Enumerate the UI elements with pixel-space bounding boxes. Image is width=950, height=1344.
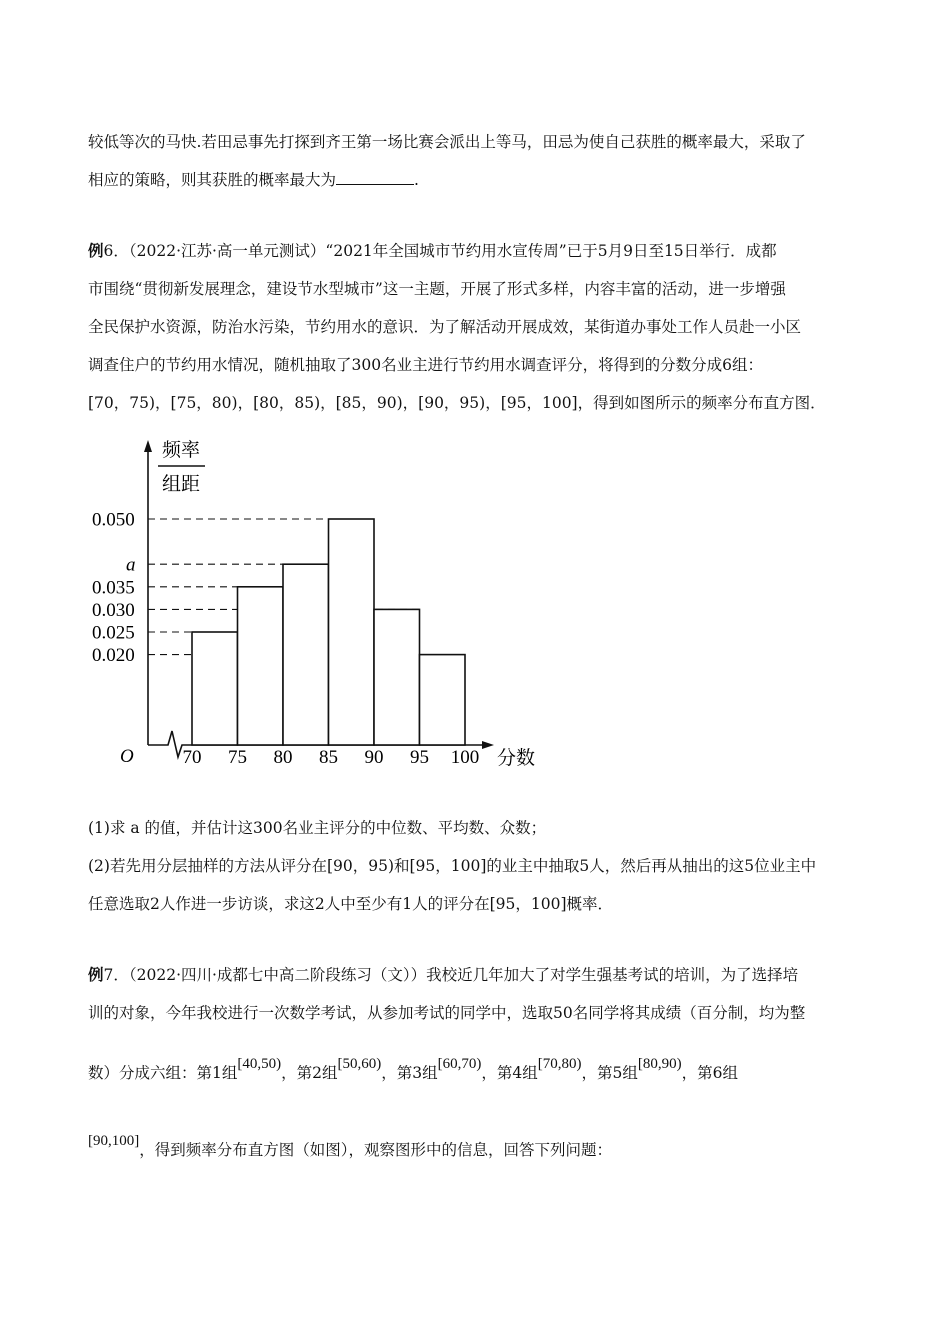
- sep-3: ，第3组: [381, 1064, 438, 1082]
- y-axis-arrow: [144, 440, 152, 452]
- example7-line-1: [88, 965, 798, 985]
- origin-label: O: [120, 746, 134, 767]
- example6-question-2a: (2)若先用分层抽样的方法从评分在[90，95)和[95，100]的业主中抽取5人，然后再从抽出的这5位业主中: [88, 857, 817, 875]
- histogram-marks: [92, 510, 479, 769]
- example6-question-1: (1)求 a 的值，并估计这300名业主评分的中位数、平均数、众数；: [88, 819, 547, 837]
- xlabel: 分数: [497, 747, 536, 769]
- example7-line-4-text: ，得到频率分布直方图（如图），观察图形中的信息，回答下列问题：: [139, 1141, 613, 1159]
- x-tick-label-70: 70: [182, 747, 202, 768]
- group-5-interval: [80,90): [637, 1056, 682, 1072]
- sep-4: ，第4组: [481, 1064, 538, 1082]
- y-tick-label-0.035: 0.035: [92, 577, 135, 599]
- group-3-interval: [60,70): [437, 1056, 482, 1072]
- example7-line-2: 训的对象，今年我校进行一次数学考试，从参加考试的同学中，选取50名同学将其成绩（百分制，均为整: [88, 1004, 806, 1022]
- x-tick-label-75: 75: [228, 747, 247, 768]
- histogram-bar-70-75: [192, 632, 238, 745]
- sep-5: ，第5组: [581, 1064, 638, 1082]
- ylabel-bottom: 组距: [162, 473, 201, 495]
- example7-line-3-start: 数）分成六组：第1组: [88, 1064, 238, 1082]
- example6-question-2b: 任意选取2人作进一步访谈，求这2人中至少有1人的评分在[95，100]概率．: [88, 895, 613, 913]
- example7-label: 例: [88, 965, 104, 984]
- example6-line-2: 市围绕“贯彻新发展理念，建设节水型城市”这一主题，开展了形式多样，内容丰富的活动，进一步增强: [88, 280, 786, 298]
- x-tick-label-100: 100: [450, 747, 480, 768]
- example6-line-5: [70，75)，[75，80)，[80，85)，[85，90)，[90，95)，[95，100]，得到如图所示的频率分布直方图．: [88, 394, 826, 412]
- x-tick-label-80: 80: [273, 747, 293, 768]
- intro-line-2-text: 相应的策略，则其获胜的概率最大为: [88, 171, 337, 189]
- y-tick-label-0.020: 0.020: [92, 645, 135, 667]
- histogram-bar-80-85: [283, 564, 329, 745]
- y-tick-label-0.030: 0.030: [92, 599, 135, 621]
- y-tick-label-a: a: [126, 554, 136, 576]
- x-tick-label-85: 85: [319, 747, 338, 768]
- histogram-bar-85-90: [329, 519, 375, 745]
- intro-line-2-end: .: [414, 171, 419, 189]
- example6-label: 例: [88, 241, 104, 260]
- example7-line-4: [88, 1133, 613, 1161]
- y-tick-label-0.025: 0.025: [92, 622, 135, 644]
- group-2-interval: [50,60): [337, 1056, 382, 1072]
- histogram-bar-75-80: [238, 587, 284, 745]
- example7-line-3: [88, 1056, 738, 1084]
- x-axis-arrow: [482, 741, 494, 749]
- example6-line-1-text: 6．（2022·江苏·高一单元测试）“2021年全国城市节约用水宣传周”已于5月9日至15日举行．成都: [103, 242, 777, 260]
- intro-line-1: 较低等次的马快.若田忌事先打探到齐王第一场比赛会派出上等马，田忌为使自己获胜的概率最大，采取了: [88, 133, 806, 151]
- x-tick-label-90: 90: [364, 747, 384, 768]
- example6-line-3: 全民保护水资源，防治水污染，节约用水的意识．为了解活动开展成效，某街道办事处工作人员赴一小区: [88, 318, 802, 336]
- example6-line-4: 调查住户的节约用水情况，随机抽取了300名业主进行节约用水调查评分，将得到的分数分成6组：: [88, 356, 763, 374]
- x-tick-label-95: 95: [410, 747, 429, 768]
- example7-line-1-text: 7．（2022·四川·成都七中高二阶段练习（文））我校近几年加大了对学生强基考试的培训，为了选择培: [103, 966, 799, 984]
- histogram-bar-95-100: [420, 655, 466, 745]
- group-6-interval: [90,100]: [88, 1133, 140, 1149]
- y-tick-label-0.050: 0.050: [92, 509, 135, 531]
- histogram-bar-90-95: [374, 609, 420, 745]
- sep-2: ，第2组: [281, 1064, 338, 1082]
- group-1-interval: [40,50): [237, 1056, 282, 1072]
- ylabel-top: 频率: [162, 439, 201, 461]
- group-4-interval: [70,80): [537, 1056, 582, 1072]
- sep-6: ，第6组: [681, 1064, 738, 1082]
